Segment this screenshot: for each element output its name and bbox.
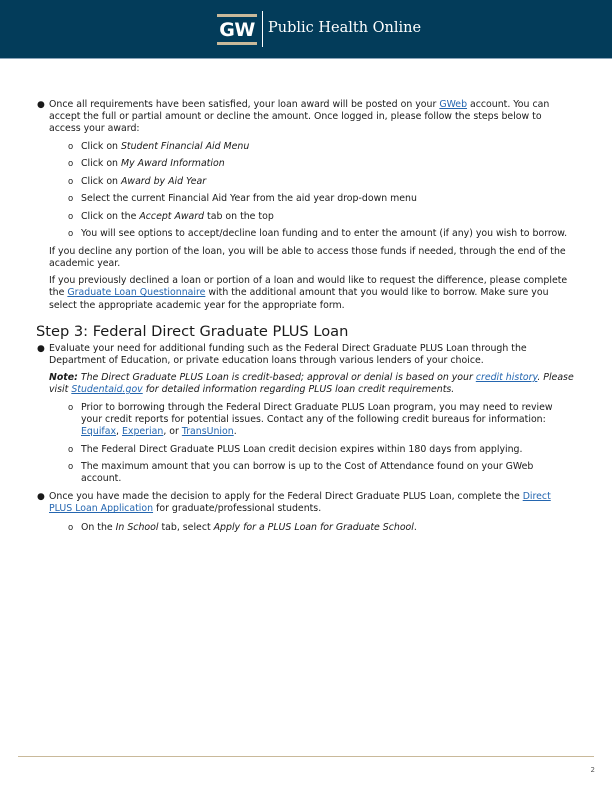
step-item	[36, 211, 576, 223]
step-item	[36, 193, 576, 205]
studentaid-link[interactable]: Studentaid.gov	[71, 383, 143, 395]
step-emphasis: Accept Award	[139, 210, 205, 222]
apply-bullet	[36, 491, 576, 515]
credit-decision-item	[36, 444, 576, 456]
hollow-bullet-icon: o	[68, 403, 74, 414]
experian-link[interactable]: Experian	[121, 426, 164, 438]
item-emphasis: Apply for a PLUS Loan for Graduate School	[213, 521, 414, 533]
bullet-text: Once all requirements have been satisfied, your loan award will be posted on your	[49, 99, 440, 110]
bullet-text: Evaluate your need for additional funding such as the Federal Direct Graduate PLUS Loan through the Department of Education, or private education loans through various lenders of your choice.	[49, 342, 527, 366]
hollow-bullet-icon: o	[68, 159, 74, 170]
bullet-icon: ●	[37, 100, 45, 110]
page-header	[0, 0, 612, 59]
graduate-loan-questionnaire-link[interactable]: Graduate Loan Questionnaire	[67, 287, 206, 299]
step-text: Select the current Financial Aid Year from the aid year drop-down menu	[81, 193, 417, 205]
note-text: . Please visit	[49, 371, 574, 395]
gweb-link[interactable]: GWeb	[439, 99, 468, 110]
hollow-bullet-icon: o	[68, 444, 74, 455]
item-text: The Federal Direct Graduate PLUS Loan credit decision expires within 180 days from applying.	[81, 443, 523, 455]
hollow-bullet-icon: o	[68, 229, 74, 240]
note-paragraph	[36, 372, 576, 396]
item-text: On the	[81, 521, 116, 533]
separator: , or	[163, 426, 182, 438]
step-text: Click on	[81, 140, 121, 152]
document-body	[36, 99, 576, 534]
bullet-text: account. You can accept the full or partial amount or decline the amount. Once logged in, please follow the steps below to access your award:	[49, 99, 550, 135]
step-text: Click on	[81, 175, 121, 187]
separator: ,	[116, 426, 122, 438]
step-3-heading: Step 3: Federal Direct Graduate PLUS Loan	[36, 322, 349, 340]
step-text: tab on the top	[204, 210, 274, 222]
hollow-bullet-icon: o	[68, 194, 74, 205]
bullet-icon: ●	[37, 343, 45, 354]
decline-paragraph: If you decline any portion of the loan, you will be able to access those funds if needed, through the end of the academic year.	[49, 246, 566, 270]
hollow-bullet-icon: o	[68, 141, 74, 152]
hollow-bullet-icon: o	[68, 211, 74, 222]
step-item	[36, 228, 576, 240]
step-item	[36, 158, 576, 170]
item-text: The maximum amount that you can borrow is up to the Cost of Attendance found on your GWeb account.	[81, 461, 534, 485]
gw-logo	[217, 14, 257, 45]
item-text: .	[413, 521, 417, 533]
item-text: Prior to borrowing through the Federal Direct Graduate PLUS Loan program, you may need to review your credit reports for potential issues. Contact any of the following credit bureaus for information:	[81, 402, 553, 426]
previous-decline-paragraph	[36, 275, 576, 311]
footer-rule	[18, 756, 594, 757]
step-item	[36, 176, 576, 188]
brand-name: Public Health Online	[268, 20, 422, 36]
step-emphasis: Student Financial Aid Menu	[120, 140, 250, 152]
logo-text: GW	[219, 19, 255, 41]
note-text: The Direct Graduate PLUS Loan is credit-based; approval or denial is based on your	[77, 371, 476, 383]
hollow-bullet-icon: o	[68, 522, 74, 533]
paragraph-text: with the additional amount that you would like to borrow. Make sure you select the appropriate academic year for the appropriate form.	[49, 287, 549, 311]
award-posting-bullet	[36, 99, 576, 135]
item-text: tab, select	[158, 521, 214, 533]
credit-history-link[interactable]: credit history	[475, 371, 538, 383]
separator: .	[233, 426, 237, 438]
note-text: for detailed information regarding PLUS loan credit requirements.	[142, 383, 455, 395]
step-text: Click on	[81, 158, 121, 170]
page-number: 2	[590, 766, 595, 774]
note-label: Note:	[49, 371, 78, 383]
logo-bottom-bar	[217, 42, 257, 45]
in-school-item	[36, 522, 576, 534]
step-item	[36, 141, 576, 153]
step-text: You will see options to accept/decline loan funding and to enter the amount (if any) you wish to borrow.	[81, 228, 568, 240]
step-emphasis: My Award Information	[120, 158, 225, 170]
equifax-link[interactable]: Equifax	[81, 426, 117, 438]
transunion-link[interactable]: TransUnion	[181, 426, 234, 438]
logo-top-bar	[217, 14, 257, 17]
bullet-text: Once you have made the decision to apply for the Federal Direct Graduate PLUS Loan, complete the	[49, 491, 523, 503]
step-emphasis: Award by Aid Year	[120, 175, 207, 187]
direct-plus-loan-application-link[interactable]: Direct PLUS Loan Application	[49, 491, 551, 515]
step-text: Click on the	[81, 210, 140, 222]
bullet-text: for graduate/professional students.	[153, 503, 322, 515]
paragraph-text: If you previously declined a loan or portion of a loan and would like to request the difference, please complete the	[49, 275, 568, 299]
bullet-icon: ●	[37, 492, 45, 503]
hollow-bullet-icon: o	[68, 462, 74, 473]
hollow-bullet-icon: o	[68, 176, 74, 187]
maximum-amount-item	[36, 461, 576, 485]
credit-reports-item	[36, 402, 576, 438]
item-emphasis: In School	[115, 521, 159, 533]
evaluate-need-bullet	[36, 343, 576, 367]
logo-divider	[262, 11, 263, 47]
